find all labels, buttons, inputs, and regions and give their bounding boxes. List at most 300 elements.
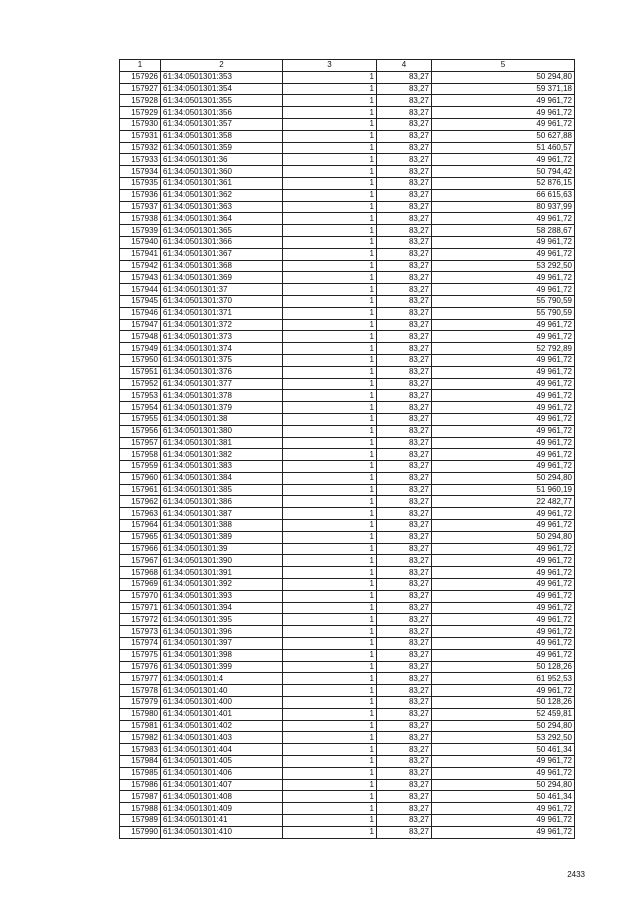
quantity-cell: 1 [283, 791, 377, 803]
cadastral-number-cell: 61:34:0501301:404 [161, 744, 283, 756]
row-number-cell: 157962 [120, 496, 161, 508]
cost-cell: 49 961,72 [432, 236, 575, 248]
cost-cell: 50 128,26 [432, 661, 575, 673]
row-number-cell: 157949 [120, 343, 161, 355]
area-cell: 83,27 [377, 779, 432, 791]
area-cell: 83,27 [377, 673, 432, 685]
table-row [120, 638, 575, 650]
row-number-cell: 157969 [120, 579, 161, 591]
row-number-cell: 157986 [120, 779, 161, 791]
cadastral-number-cell: 61:34:0501301:373 [161, 331, 283, 343]
row-number-cell: 157948 [120, 331, 161, 343]
cost-cell: 49 961,72 [432, 154, 575, 166]
cost-cell: 51 460,57 [432, 142, 575, 154]
area-cell: 83,27 [377, 484, 432, 496]
area-cell: 83,27 [377, 319, 432, 331]
area-cell: 83,27 [377, 189, 432, 201]
row-number-cell: 157952 [120, 378, 161, 390]
table-row [120, 343, 575, 355]
area-cell: 83,27 [377, 732, 432, 744]
cost-cell: 66 615,63 [432, 189, 575, 201]
area-cell: 83,27 [377, 213, 432, 225]
area-cell: 83,27 [377, 130, 432, 142]
cadastral-number-cell: 61:34:0501301:374 [161, 343, 283, 355]
cost-cell: 50 294,80 [432, 531, 575, 543]
quantity-cell: 1 [283, 166, 377, 178]
quantity-cell: 1 [283, 413, 377, 425]
cadastral-number-cell: 61:34:0501301:391 [161, 567, 283, 579]
row-number-cell: 157957 [120, 437, 161, 449]
quantity-cell: 1 [283, 71, 377, 83]
quantity-cell: 1 [283, 661, 377, 673]
quantity-cell: 1 [283, 602, 377, 614]
table-row [120, 744, 575, 756]
cadastral-number-cell: 61:34:0501301:403 [161, 732, 283, 744]
cadastral-number-cell: 61:34:0501301:370 [161, 295, 283, 307]
row-number-cell: 157963 [120, 508, 161, 520]
area-cell: 83,27 [377, 685, 432, 697]
row-number-cell: 157936 [120, 189, 161, 201]
cost-cell: 49 961,72 [432, 815, 575, 827]
table-row [120, 284, 575, 296]
quantity-cell: 1 [283, 260, 377, 272]
row-number-cell: 157975 [120, 649, 161, 661]
row-number-cell: 157981 [120, 720, 161, 732]
cost-cell: 49 961,72 [432, 803, 575, 815]
area-cell: 83,27 [377, 697, 432, 709]
cadastral-number-cell: 61:34:0501301:365 [161, 225, 283, 237]
row-number-cell: 157973 [120, 626, 161, 638]
cadastral-number-cell: 61:34:0501301:371 [161, 307, 283, 319]
row-number-cell: 157954 [120, 402, 161, 414]
quantity-cell: 1 [283, 343, 377, 355]
cadastral-number-cell: 61:34:0501301:389 [161, 531, 283, 543]
quantity-cell: 1 [283, 425, 377, 437]
cost-cell: 58 288,67 [432, 225, 575, 237]
row-number-cell: 157945 [120, 295, 161, 307]
cadastral-number-cell: 61:34:0501301:385 [161, 484, 283, 496]
table-row [120, 461, 575, 473]
cost-cell: 51 960,19 [432, 484, 575, 496]
cost-cell: 80 937,99 [432, 201, 575, 213]
quantity-cell: 1 [283, 496, 377, 508]
table-row [120, 484, 575, 496]
cost-cell: 49 961,72 [432, 555, 575, 567]
cadastral-number-cell: 61:34:0501301:390 [161, 555, 283, 567]
row-number-cell: 157956 [120, 425, 161, 437]
table-row [120, 130, 575, 142]
area-cell: 83,27 [377, 708, 432, 720]
table-row [120, 791, 575, 803]
quantity-cell: 1 [283, 484, 377, 496]
row-number-cell: 157982 [120, 732, 161, 744]
quantity-cell: 1 [283, 177, 377, 189]
quantity-cell: 1 [283, 767, 377, 779]
area-cell: 83,27 [377, 437, 432, 449]
table-row [120, 331, 575, 343]
row-number-cell: 157935 [120, 177, 161, 189]
cost-cell: 49 961,72 [432, 378, 575, 390]
cost-cell: 49 961,72 [432, 626, 575, 638]
area-cell: 83,27 [377, 83, 432, 95]
cost-cell: 49 961,72 [432, 284, 575, 296]
quantity-cell: 1 [283, 437, 377, 449]
cost-cell: 50 294,80 [432, 71, 575, 83]
table-row [120, 118, 575, 130]
area-cell: 83,27 [377, 826, 432, 838]
row-number-cell: 157970 [120, 590, 161, 602]
cadastral-number-cell: 61:34:0501301:369 [161, 272, 283, 284]
cost-cell: 61 952,53 [432, 673, 575, 685]
table-row [120, 402, 575, 414]
row-number-cell: 157990 [120, 826, 161, 838]
row-number-cell: 157983 [120, 744, 161, 756]
table-row [120, 95, 575, 107]
cost-cell: 49 961,72 [432, 213, 575, 225]
cost-cell: 49 961,72 [432, 413, 575, 425]
cost-cell: 49 961,72 [432, 248, 575, 260]
row-number-cell: 157940 [120, 236, 161, 248]
table-row [120, 413, 575, 425]
cost-cell: 52 792,89 [432, 343, 575, 355]
cadastral-number-cell: 61:34:0501301:408 [161, 791, 283, 803]
row-number-cell: 157987 [120, 791, 161, 803]
row-number-cell: 157989 [120, 815, 161, 827]
quantity-cell: 1 [283, 803, 377, 815]
area-cell: 83,27 [377, 142, 432, 154]
area-cell: 83,27 [377, 166, 432, 178]
table-row [120, 520, 575, 532]
cadastral-number-cell: 61:34:0501301:353 [161, 71, 283, 83]
cadastral-number-cell: 61:34:0501301:399 [161, 661, 283, 673]
cost-cell: 22 482,77 [432, 496, 575, 508]
row-number-cell: 157939 [120, 225, 161, 237]
area-cell: 83,27 [377, 626, 432, 638]
cost-cell: 49 961,72 [432, 354, 575, 366]
cost-cell: 49 961,72 [432, 685, 575, 697]
cadastral-number-cell: 61:34:0501301:384 [161, 472, 283, 484]
cost-cell: 53 292,50 [432, 732, 575, 744]
row-number-cell: 157926 [120, 71, 161, 83]
cost-cell: 49 961,72 [432, 567, 575, 579]
table-row [120, 319, 575, 331]
row-number-cell: 157980 [120, 708, 161, 720]
cost-cell: 50 794,42 [432, 166, 575, 178]
quantity-cell: 1 [283, 142, 377, 154]
row-number-cell: 157938 [120, 213, 161, 225]
table-row [120, 697, 575, 709]
cadastral-number-cell: 61:34:0501301:409 [161, 803, 283, 815]
cadastral-number-cell: 61:34:0501301:379 [161, 402, 283, 414]
area-cell: 83,27 [377, 638, 432, 650]
cost-cell: 49 961,72 [432, 118, 575, 130]
cost-cell: 49 961,72 [432, 579, 575, 591]
table-header-row [120, 60, 575, 72]
table-row [120, 154, 575, 166]
cadastral-number-cell: 61:34:0501301:377 [161, 378, 283, 390]
cadastral-number-cell: 61:34:0501301:360 [161, 166, 283, 178]
quantity-cell: 1 [283, 744, 377, 756]
cost-cell: 52 876,15 [432, 177, 575, 189]
cadastral-number-cell: 61:34:0501301:406 [161, 767, 283, 779]
table-row [120, 166, 575, 178]
row-number-cell: 157941 [120, 248, 161, 260]
area-cell: 83,27 [377, 543, 432, 555]
cadastral-number-cell: 61:34:0501301:400 [161, 697, 283, 709]
row-number-cell: 157966 [120, 543, 161, 555]
cadastral-number-cell: 61:34:0501301:393 [161, 590, 283, 602]
column-header-2: 2 [161, 60, 283, 72]
cadastral-number-cell: 61:34:0501301:398 [161, 649, 283, 661]
row-number-cell: 157977 [120, 673, 161, 685]
area-cell: 83,27 [377, 107, 432, 119]
cadastral-number-cell: 61:34:0501301:37 [161, 284, 283, 296]
cadastral-number-cell: 61:34:0501301:381 [161, 437, 283, 449]
cost-cell: 49 961,72 [432, 767, 575, 779]
cadastral-number-cell: 61:34:0501301:401 [161, 708, 283, 720]
area-cell: 83,27 [377, 260, 432, 272]
quantity-cell: 1 [283, 201, 377, 213]
quantity-cell: 1 [283, 461, 377, 473]
row-number-cell: 157971 [120, 602, 161, 614]
quantity-cell: 1 [283, 826, 377, 838]
row-number-cell: 157942 [120, 260, 161, 272]
cost-cell: 49 961,72 [432, 638, 575, 650]
table-row [120, 71, 575, 83]
row-number-cell: 157967 [120, 555, 161, 567]
quantity-cell: 1 [283, 579, 377, 591]
row-number-cell: 157958 [120, 449, 161, 461]
quantity-cell: 1 [283, 354, 377, 366]
table-row [120, 708, 575, 720]
row-number-cell: 157968 [120, 567, 161, 579]
area-cell: 83,27 [377, 744, 432, 756]
table-row [120, 826, 575, 838]
table-row [120, 720, 575, 732]
table-row [120, 225, 575, 237]
cadastral-number-cell: 61:34:0501301:366 [161, 236, 283, 248]
table-row [120, 83, 575, 95]
table-row [120, 661, 575, 673]
table-row [120, 531, 575, 543]
row-number-cell: 157978 [120, 685, 161, 697]
quantity-cell: 1 [283, 649, 377, 661]
row-number-cell: 157943 [120, 272, 161, 284]
area-cell: 83,27 [377, 295, 432, 307]
area-cell: 83,27 [377, 307, 432, 319]
cost-cell: 50 294,80 [432, 720, 575, 732]
cadastral-number-cell: 61:34:0501301:355 [161, 95, 283, 107]
table-row [120, 496, 575, 508]
quantity-cell: 1 [283, 95, 377, 107]
quantity-cell: 1 [283, 390, 377, 402]
quantity-cell: 1 [283, 815, 377, 827]
table-row [120, 425, 575, 437]
table-row [120, 378, 575, 390]
area-cell: 83,27 [377, 590, 432, 602]
quantity-cell: 1 [283, 614, 377, 626]
table-row [120, 260, 575, 272]
area-cell: 83,27 [377, 201, 432, 213]
cost-cell: 49 961,72 [432, 614, 575, 626]
cost-cell: 50 461,34 [432, 791, 575, 803]
row-number-cell: 157959 [120, 461, 161, 473]
area-cell: 83,27 [377, 803, 432, 815]
cadastral-number-cell: 61:34:0501301:397 [161, 638, 283, 650]
cost-cell: 49 961,72 [432, 543, 575, 555]
quantity-cell: 1 [283, 213, 377, 225]
quantity-cell: 1 [283, 284, 377, 296]
table-row [120, 248, 575, 260]
quantity-cell: 1 [283, 248, 377, 260]
row-number-cell: 157947 [120, 319, 161, 331]
row-number-cell: 157928 [120, 95, 161, 107]
row-number-cell: 157965 [120, 531, 161, 543]
area-cell: 83,27 [377, 508, 432, 520]
register-table [119, 59, 575, 839]
row-number-cell: 157955 [120, 413, 161, 425]
cadastral-number-cell: 61:34:0501301:378 [161, 390, 283, 402]
table-row [120, 354, 575, 366]
quantity-cell: 1 [283, 756, 377, 768]
table-row [120, 602, 575, 614]
area-cell: 83,27 [377, 661, 432, 673]
quantity-cell: 1 [283, 520, 377, 532]
column-header-4: 4 [377, 60, 432, 72]
cost-cell: 59 371,18 [432, 83, 575, 95]
quantity-cell: 1 [283, 638, 377, 650]
row-number-cell: 157985 [120, 767, 161, 779]
row-number-cell: 157960 [120, 472, 161, 484]
table-row [120, 508, 575, 520]
cadastral-number-cell: 61:34:0501301:362 [161, 189, 283, 201]
quantity-cell: 1 [283, 295, 377, 307]
area-cell: 83,27 [377, 272, 432, 284]
cadastral-number-cell: 61:34:0501301:363 [161, 201, 283, 213]
cadastral-number-cell: 61:34:0501301:396 [161, 626, 283, 638]
quantity-cell: 1 [283, 378, 377, 390]
table-row [120, 201, 575, 213]
cadastral-number-cell: 61:34:0501301:392 [161, 579, 283, 591]
area-cell: 83,27 [377, 284, 432, 296]
table-row [120, 779, 575, 791]
table-row [120, 590, 575, 602]
area-cell: 83,27 [377, 602, 432, 614]
row-number-cell: 157961 [120, 484, 161, 496]
column-header-5: 5 [432, 60, 575, 72]
cost-cell: 49 961,72 [432, 437, 575, 449]
cadastral-number-cell: 61:34:0501301:368 [161, 260, 283, 272]
area-cell: 83,27 [377, 378, 432, 390]
area-cell: 83,27 [377, 496, 432, 508]
area-cell: 83,27 [377, 402, 432, 414]
table-row [120, 767, 575, 779]
table-row [120, 189, 575, 201]
area-cell: 83,27 [377, 71, 432, 83]
quantity-cell: 1 [283, 626, 377, 638]
cadastral-number-cell: 61:34:0501301:405 [161, 756, 283, 768]
cadastral-number-cell: 61:34:0501301:410 [161, 826, 283, 838]
page-number: 2433 [567, 870, 585, 879]
cost-cell: 49 961,72 [432, 95, 575, 107]
row-number-cell: 157931 [120, 130, 161, 142]
area-cell: 83,27 [377, 177, 432, 189]
quantity-cell: 1 [283, 449, 377, 461]
cadastral-number-cell: 61:34:0501301:40 [161, 685, 283, 697]
cadastral-number-cell: 61:34:0501301:394 [161, 602, 283, 614]
cost-cell: 55 790,59 [432, 307, 575, 319]
cost-cell: 50 461,34 [432, 744, 575, 756]
quantity-cell: 1 [283, 543, 377, 555]
table-row [120, 390, 575, 402]
cost-cell: 49 961,72 [432, 756, 575, 768]
quantity-cell: 1 [283, 154, 377, 166]
row-number-cell: 157974 [120, 638, 161, 650]
cost-cell: 49 961,72 [432, 319, 575, 331]
cadastral-number-cell: 61:34:0501301:382 [161, 449, 283, 461]
quantity-cell: 1 [283, 697, 377, 709]
area-cell: 83,27 [377, 520, 432, 532]
table-row [120, 449, 575, 461]
area-cell: 83,27 [377, 413, 432, 425]
area-cell: 83,27 [377, 343, 432, 355]
area-cell: 83,27 [377, 248, 432, 260]
quantity-cell: 1 [283, 307, 377, 319]
row-number-cell: 157979 [120, 697, 161, 709]
table-row [120, 685, 575, 697]
row-number-cell: 157964 [120, 520, 161, 532]
table-row [120, 107, 575, 119]
area-cell: 83,27 [377, 354, 432, 366]
cadastral-number-cell: 61:34:0501301:36 [161, 154, 283, 166]
cost-cell: 49 961,72 [432, 649, 575, 661]
column-header-1: 1 [120, 60, 161, 72]
cadastral-number-cell: 61:34:0501301:356 [161, 107, 283, 119]
table-row [120, 272, 575, 284]
row-number-cell: 157929 [120, 107, 161, 119]
area-cell: 83,27 [377, 390, 432, 402]
cadastral-number-cell: 61:34:0501301:354 [161, 83, 283, 95]
quantity-cell: 1 [283, 402, 377, 414]
table-row [120, 803, 575, 815]
quantity-cell: 1 [283, 319, 377, 331]
cost-cell: 49 961,72 [432, 272, 575, 284]
table-row [120, 366, 575, 378]
row-number-cell: 157972 [120, 614, 161, 626]
table-row [120, 307, 575, 319]
quantity-cell: 1 [283, 118, 377, 130]
cost-cell: 49 961,72 [432, 425, 575, 437]
area-cell: 83,27 [377, 472, 432, 484]
cadastral-number-cell: 61:34:0501301:387 [161, 508, 283, 520]
cadastral-number-cell: 61:34:0501301:361 [161, 177, 283, 189]
quantity-cell: 1 [283, 567, 377, 579]
row-number-cell: 157953 [120, 390, 161, 402]
cadastral-number-cell: 61:34:0501301:383 [161, 461, 283, 473]
quantity-cell: 1 [283, 508, 377, 520]
area-cell: 83,27 [377, 449, 432, 461]
quantity-cell: 1 [283, 720, 377, 732]
column-header-3: 3 [283, 60, 377, 72]
cost-cell: 53 292,50 [432, 260, 575, 272]
quantity-cell: 1 [283, 331, 377, 343]
table-row [120, 543, 575, 555]
table-row [120, 567, 575, 579]
cadastral-number-cell: 61:34:0501301:380 [161, 425, 283, 437]
quantity-cell: 1 [283, 272, 377, 284]
cadastral-number-cell: 61:34:0501301:372 [161, 319, 283, 331]
area-cell: 83,27 [377, 531, 432, 543]
